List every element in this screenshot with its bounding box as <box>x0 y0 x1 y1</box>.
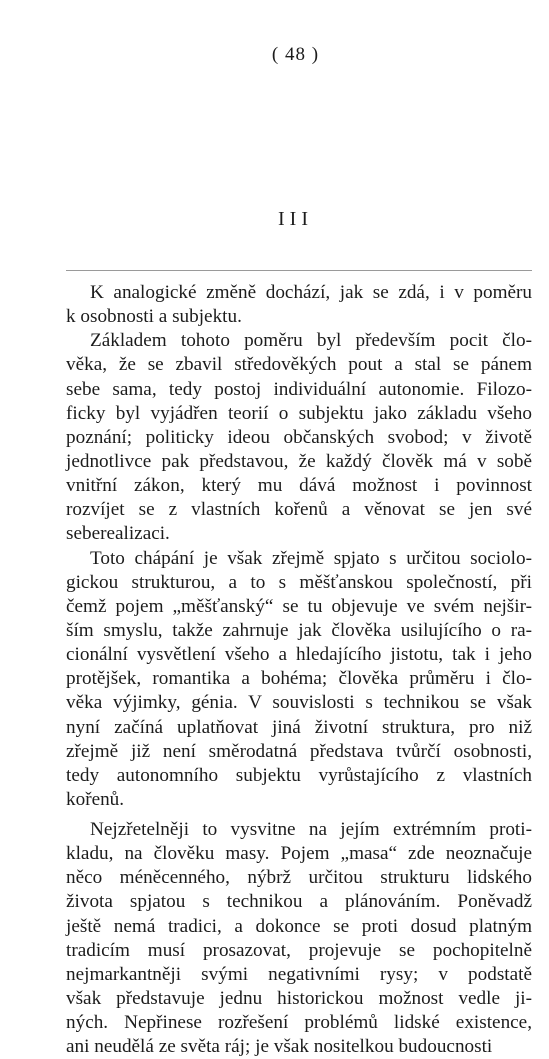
text-line: nyní začíná uplatňovat jiná životní struktura, pro niž <box>66 716 532 738</box>
text-line: zřejmě již není směrodatná představa tvůrčí osobnosti, <box>66 740 532 762</box>
text-line: Toto chápání je však zřejmě spjato s určitou sociolo- <box>90 547 532 569</box>
chapter-heading: III <box>278 208 313 230</box>
text-line: K analogické změně dochází, jak se zdá, i v poměru <box>90 282 532 303</box>
text-line: však představuje jednu historickou možnost vedle ji- <box>66 987 532 1009</box>
text-line: věka, že se zbavil středověkých pout a stal se pánem <box>66 354 532 376</box>
text-line: ných. Nepřinese rozřešení problémů lidské existence, <box>66 1012 532 1034</box>
text-line: tradicím musí prosazovat, projevuje se pochopitelně <box>66 939 532 961</box>
text-line: seberealizaci. <box>66 523 170 545</box>
text-block-upper <box>66 281 532 812</box>
text-block-lower <box>66 818 532 1059</box>
text-line: tedy autonomního subjektu vyrůstajícího z vlastních <box>66 764 532 786</box>
paragraph <box>66 281 532 329</box>
text-line: poznání; politicky ideou občanských svobod; v životě <box>66 426 532 448</box>
text-line: kořenů. <box>66 788 125 810</box>
text-line: ficky byl vyjádřen teorií o subjektu jako základu všeho <box>66 402 532 424</box>
text-line: Základem tohoto poměru byl především pocit člo- <box>90 330 532 352</box>
text-line: k osobnosti a subjektu. <box>66 306 242 328</box>
text-line: čemž pojem „měšťanský“ se tu objevuje ve svém nejšir- <box>66 595 532 617</box>
text-line: rozvíjet se z vlastních kořenů a věnovat se jen své <box>66 499 532 521</box>
paragraph <box>66 818 532 1059</box>
text-line: kladu, na člověku masy. Pojem „masa“ zde neoznačuje <box>66 843 532 865</box>
text-line: gickou strukturou, a to s měšťanskou společností, při <box>66 571 532 593</box>
text-line: vnitřní zákon, který mu dává možnost i povinnost <box>66 475 532 497</box>
text-line: ším smyslu, takže zahrnuje jak člověka usilujícího o ra- <box>66 619 532 641</box>
section-divider <box>66 270 532 271</box>
paragraph <box>66 547 532 813</box>
paragraph <box>66 329 532 546</box>
text-line: jednotlivce pak představou, že každý člověk má v sobě <box>66 450 532 472</box>
text-line: sebe sama, tedy postoj individuální autonomie. Filozo- <box>66 378 532 400</box>
text-line: ještě nemá tradici, a dokonce se proti dosud platným <box>66 915 532 937</box>
text-line: věka výjimky, génia. V souvislosti s technikou se však <box>66 692 532 714</box>
text-line: ani neudělá ze světa ráj; je však nositelkou budoucnosti <box>66 1036 493 1058</box>
text-line: života spjatou s technikou a plánováním. Poněvadž <box>66 891 532 913</box>
text-line: cionální vysvětlení všeho a hledajícího jistotu, tak i jeho <box>66 644 532 666</box>
text-line: protějšek, romantika a bohéma; člověka průměru i člo- <box>66 668 532 690</box>
page-number: ( 48 ) <box>271 44 320 65</box>
text-line: něco méněcenného, nýbrž určitou strukturu lidského <box>66 867 532 889</box>
text-line: Nejzřetelněji to vysvitne na jejím extrémním proti- <box>90 819 532 840</box>
text-line: nejmarkantněji svými negativními rysy; v podstatě <box>66 963 532 985</box>
